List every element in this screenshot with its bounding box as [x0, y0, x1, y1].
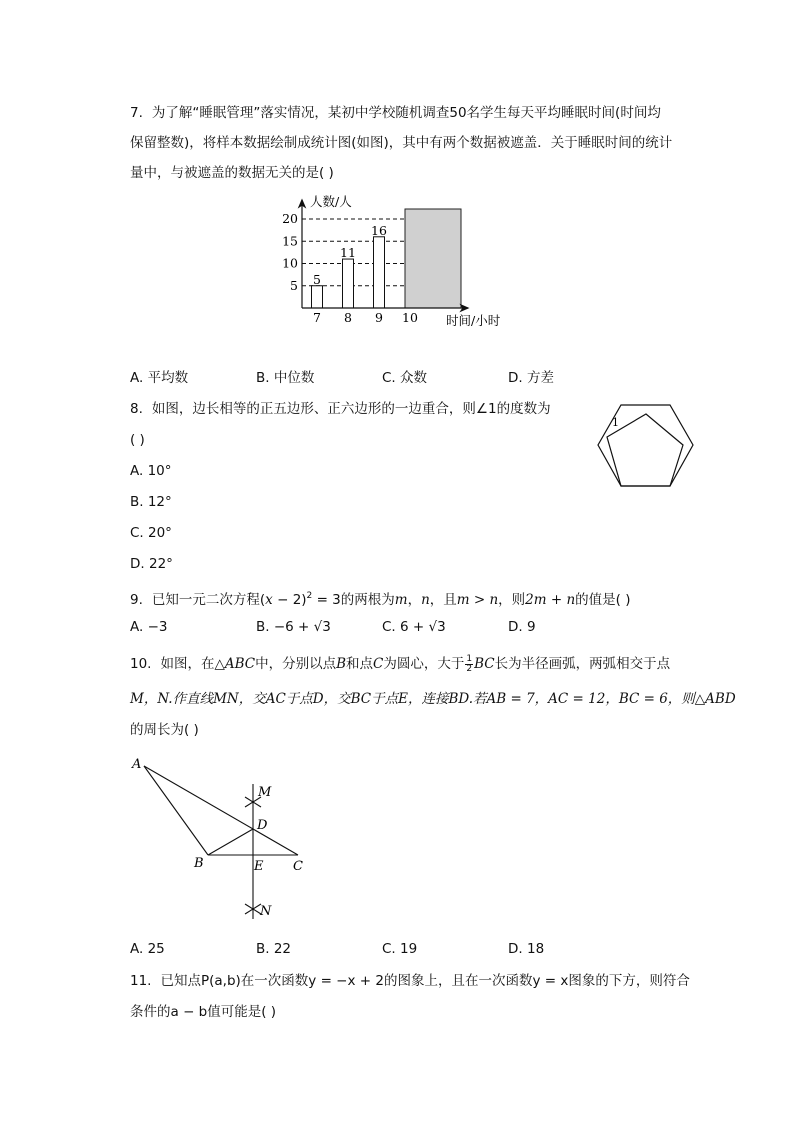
q9-text-f: ，则 [498, 592, 526, 608]
y-tick-label-20: 20 [282, 211, 298, 226]
q7-option-c[interactable]: C. 众数 [382, 370, 428, 386]
q9-option-a[interactable]: A. −3 [130, 619, 168, 635]
q10-option-b[interactable]: B. 22 [256, 941, 292, 957]
q10-line2: M，N.作直线MN，交AC于点D，交BC于点E，连接BD.若AB = 7，AC = 12，BC = 6，则△ABD [130, 691, 736, 707]
q7-line3: 量中，与被遮盖的数据无关的是( ) [130, 165, 334, 181]
q7-line1 [130, 103, 661, 123]
label-e: E [254, 859, 264, 874]
pentagon-hexagon-figure [594, 400, 694, 492]
q9-text-b: − 2) [272, 592, 307, 608]
q9-line1 [130, 586, 630, 610]
q9-var-x: x [265, 592, 273, 608]
q8-line1 [130, 399, 551, 419]
q8-line2: ( ) [130, 432, 145, 448]
q7-option-b[interactable]: B. 中位数 [256, 370, 315, 386]
q10-segment-bc: BC [474, 656, 495, 672]
q7-number: 7. [130, 105, 143, 121]
segment-ac [144, 766, 298, 855]
x-tick-label-10: 10 [402, 310, 418, 325]
q8-option-b[interactable]: B. 12° [130, 494, 172, 510]
q10-text-d: 为圆心，大于 [383, 656, 465, 672]
q11-line1 [130, 971, 690, 991]
q9-var-m: m [394, 592, 408, 608]
q10-triangle-abc: ABC [224, 656, 256, 672]
q9-var-n: n [421, 592, 430, 608]
bar-8 [343, 259, 354, 308]
segment-ab [144, 766, 208, 855]
q10-text-a: 如图，在△ [160, 656, 225, 672]
q11-text-1: 已知点P(a,b)在一次函数y = −x + 2的图象上，且在一次函数y = x图象的下方，则符合 [160, 973, 690, 989]
q10-text-c: 和点 [346, 656, 374, 672]
q10-line1 [130, 654, 670, 674]
q10-point-b: B [336, 656, 347, 672]
angle-1-label: 1 [612, 416, 619, 429]
q8-option-d[interactable]: D. 22° [130, 556, 173, 572]
q11-line2: 条件的a − b值可能是( ) [130, 1004, 277, 1020]
bar-label-7: 5 [313, 271, 321, 287]
q9-option-b[interactable]: B. −6 + √3 [256, 619, 331, 635]
bar-7 [312, 286, 323, 308]
q9-exponent: 2 [306, 591, 313, 601]
y-tick-label-5: 5 [290, 277, 298, 293]
q9-condition: m > n [456, 592, 499, 608]
q8-text-1: 如图，边长相等的正五边形、正六边形的一边重合，则∠1的度数为 [151, 401, 551, 417]
triangle-perpendicular-bisector-figure [126, 754, 326, 924]
q11-number: 11. [130, 973, 152, 989]
q9-text-d: ， [407, 592, 422, 608]
label-b: B [194, 856, 204, 871]
q9-expression: 2m + n [525, 592, 576, 608]
q10-text-b: 中，分别以点 [255, 656, 337, 672]
q10-option-a[interactable]: A. 25 [130, 941, 165, 957]
bar-label-8: 11 [340, 245, 356, 261]
label-d: D [257, 818, 268, 833]
fraction-denominator: 2 [466, 663, 473, 674]
q7-option-a[interactable]: A. 平均数 [130, 370, 189, 386]
x-tick-label-8: 8 [344, 310, 352, 325]
q9-number: 9. [130, 592, 143, 608]
q9-text-e: ，且 [429, 592, 457, 608]
q9-text-c: = 3的两根为 [312, 592, 395, 608]
q9-option-d[interactable]: D. 9 [508, 619, 536, 635]
label-c: C [293, 859, 303, 874]
one-half-fraction [465, 655, 473, 674]
x-tick-label-7: 7 [313, 310, 321, 325]
bar-9 [374, 237, 385, 308]
q7-option-d[interactable]: D. 方差 [508, 370, 554, 386]
q7-text-1: 为了解“睡眠管理”落实情况，某初中学校随机调查50名学生每天平均睡眠时间(时间均 [151, 105, 661, 121]
label-m: M [258, 785, 272, 800]
fraction-numerator: 1 [466, 653, 473, 664]
q10-line3: 的周长为( ) [130, 722, 199, 738]
y-tick-label-15: 15 [282, 233, 298, 249]
label-n: N [260, 904, 272, 919]
bar-label-9: 16 [371, 222, 387, 238]
q10-option-d[interactable]: D. 18 [508, 941, 545, 957]
q8-option-a[interactable]: A. 10° [130, 463, 172, 479]
x-axis-label: 时间/小时 [446, 313, 501, 328]
x-tick-label-9: 9 [375, 310, 383, 325]
q10-text-e: 长为半径画弧，两弧相交于点 [494, 656, 671, 672]
covered-region [405, 209, 461, 308]
q8-number: 8. [130, 401, 143, 417]
q8-option-c[interactable]: C. 20° [130, 525, 172, 541]
sleep-time-bar-chart [280, 192, 520, 332]
q9-text-g: 的值是( ) [575, 592, 631, 608]
y-axis-label: 人数/人 [310, 194, 352, 209]
label-a: A [132, 757, 142, 772]
q10-option-c[interactable]: C. 19 [382, 941, 418, 957]
segment-bd [208, 829, 253, 855]
q9-text-a: 已知一元二次方程( [151, 592, 266, 608]
y-tick-label-10: 10 [282, 255, 298, 271]
q7-line2: 保留整数)，将样本数据绘制成统计图(如图)，其中有两个数据被遮盖．关于睡眠时间的统计 [130, 135, 673, 151]
q10-number: 10. [130, 656, 152, 672]
q10-point-c: C [373, 656, 384, 672]
q9-option-c[interactable]: C. 6 + √3 [382, 619, 446, 635]
